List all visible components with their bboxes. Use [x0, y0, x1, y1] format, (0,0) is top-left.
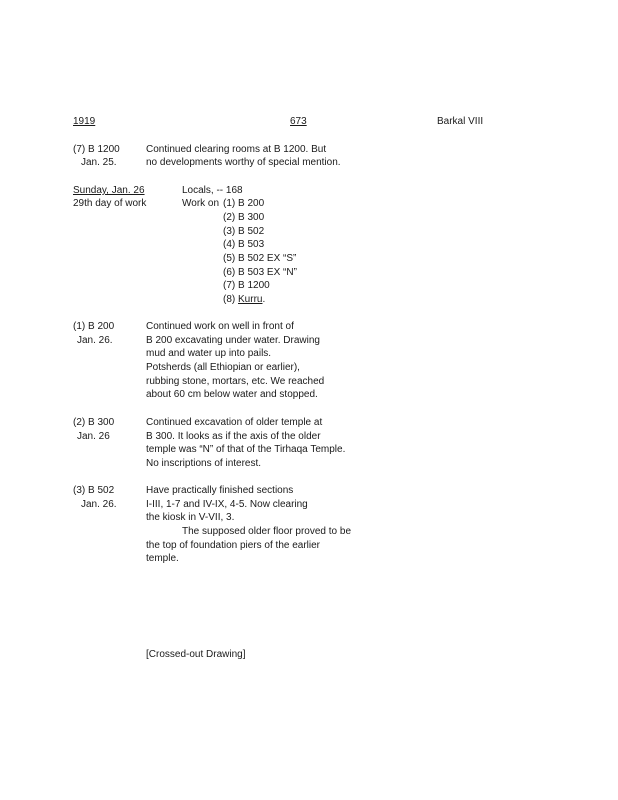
b200-date: Jan. 26. — [77, 335, 113, 346]
site-item: (1) B 200 — [223, 198, 265, 209]
header-page-number: 673 — [290, 116, 307, 127]
b200-line: Potsherds (all Ethiopian or earlier), — [146, 362, 300, 373]
b502-indented-line: The supposed older floor proved to be — [182, 526, 351, 537]
b300-line: B 300. It looks as if the axis of the older — [146, 431, 321, 442]
entry-date: Jan. 25. — [81, 157, 117, 168]
b502-location: (3) B 502 — [73, 485, 115, 496]
work-on-label: Work on — [182, 198, 220, 209]
b502-line: temple. — [146, 553, 179, 564]
entry-line: Continued clearing rooms at B 1200. But — [146, 144, 327, 155]
header-year: 1919 — [73, 116, 96, 127]
b200-location: (1) B 200 — [73, 321, 115, 332]
entry-location: (7) B 1200 — [73, 144, 120, 155]
site-name-kurru: Kurru — [238, 294, 263, 305]
b300-date: Jan. 26 — [77, 431, 110, 442]
b502-line: Have practically finished sections — [146, 485, 294, 496]
site-item: (5) B 502 EX “S” — [223, 253, 297, 264]
b502-line: I-III, 1-7 and IV-IX, 4-5. Now clearing — [146, 499, 308, 510]
b200-line: rubbing stone, mortars, etc. We reached — [146, 376, 325, 387]
b502-line: the kiosk in V-VII, 3. — [146, 512, 235, 523]
b502-date: Jan. 26. — [81, 499, 117, 510]
b300-line: temple was “N” of that of the Tirhaqa Temple. — [146, 444, 346, 455]
site-number: (8) — [223, 294, 236, 305]
b200-line: Continued work on well in front of — [146, 321, 294, 332]
entry-line: no developments worthy of special mention. — [146, 157, 341, 168]
crossed-out-drawing-note: [Crossed-out Drawing] — [146, 649, 246, 660]
b200-line: about 60 cm below water and stopped. — [146, 389, 318, 400]
b300-location: (2) B 300 — [73, 417, 115, 428]
b200-line: B 200 excavating under water. Drawing — [146, 335, 320, 346]
site-item-last — [223, 293, 265, 307]
b300-line: No inscriptions of interest. — [146, 458, 262, 469]
site-item: (4) B 503 — [223, 239, 265, 250]
site-item: (2) B 300 — [223, 212, 265, 223]
work-day: 29th day of work — [73, 198, 147, 209]
site-end: . — [262, 294, 266, 305]
header-notebook: Barkal VIII — [437, 116, 484, 127]
site-item: (3) B 502 — [223, 226, 265, 237]
site-item: (6) B 503 EX “N” — [223, 267, 297, 278]
b300-line: Continued excavation of older temple at — [146, 417, 323, 428]
site-item: (7) B 1200 — [223, 280, 270, 291]
b200-line: mud and water up into pails. — [146, 348, 272, 359]
sunday-date: Sunday, Jan. 26 — [73, 185, 145, 196]
locals-count: Locals, -- 168 — [182, 185, 243, 196]
b502-line: the top of foundation piers of the earlier — [146, 540, 321, 551]
